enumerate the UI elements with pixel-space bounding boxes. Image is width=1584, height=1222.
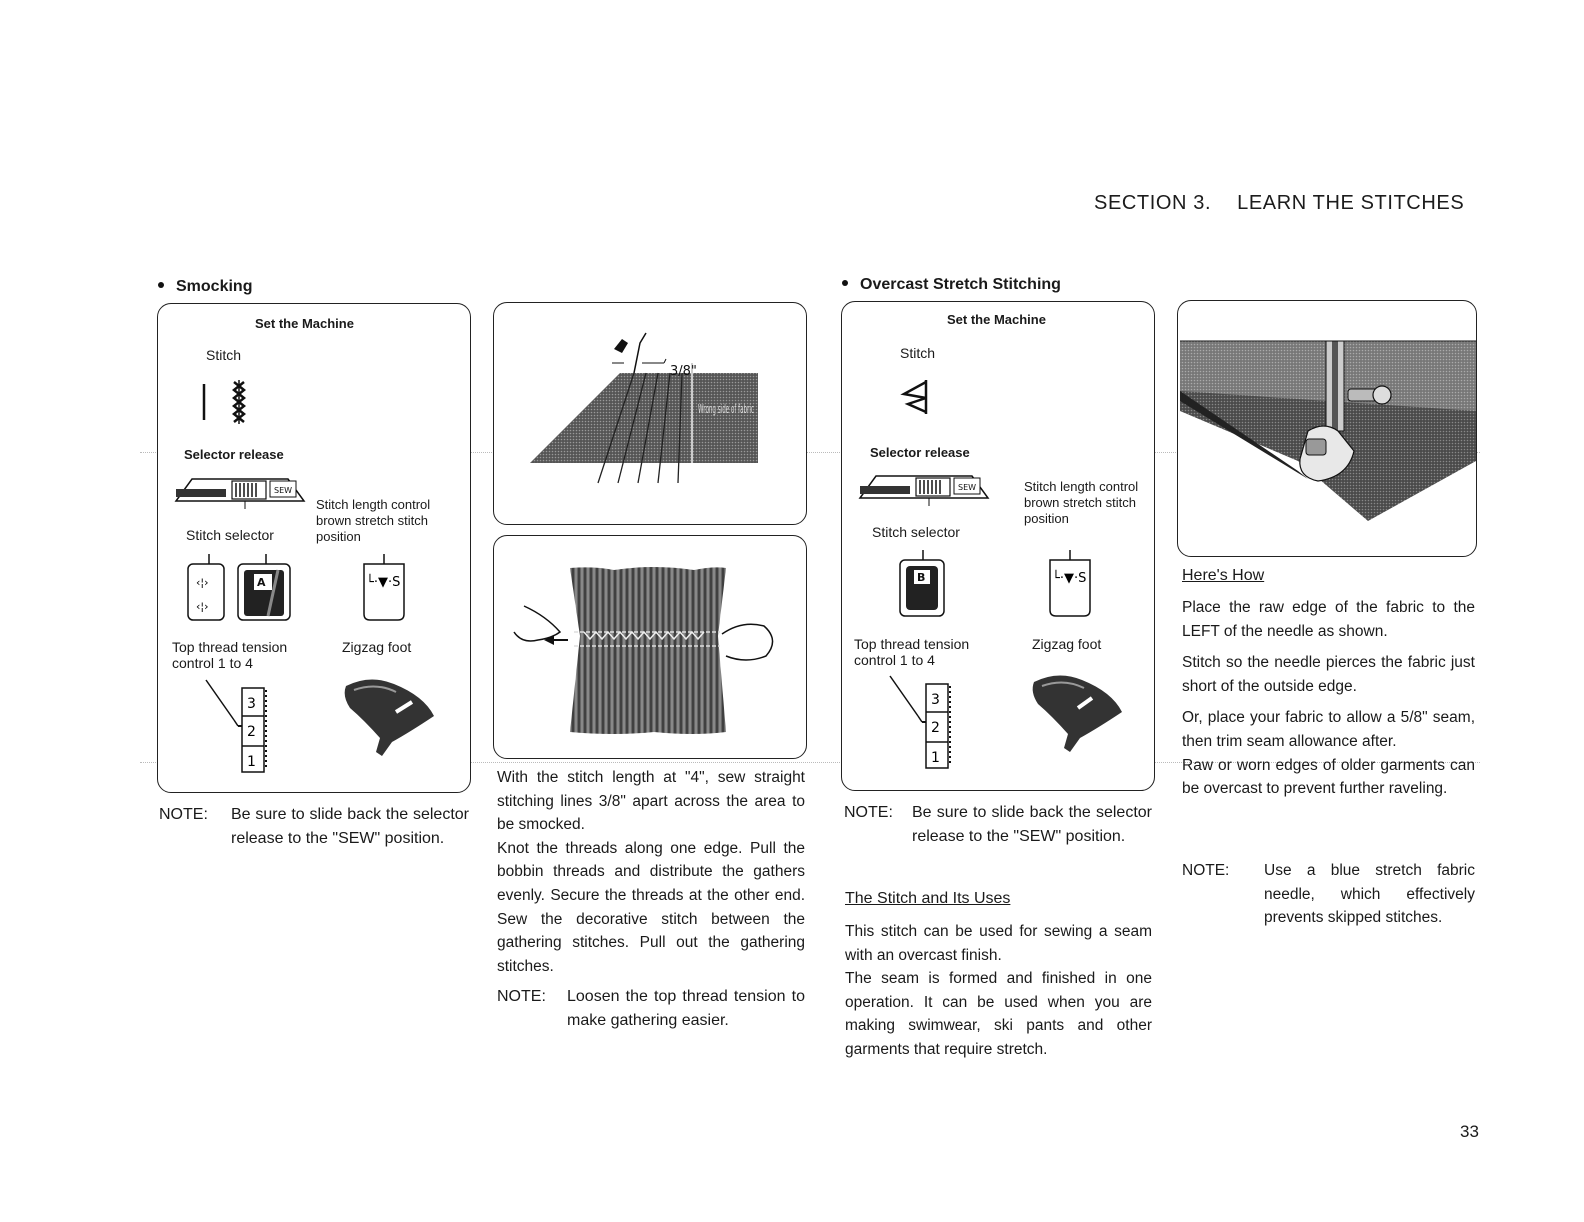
note-text: Be sure to slide back the selector release to the "SEW" position. xyxy=(912,804,1152,845)
dial-num-3: 3 xyxy=(931,692,940,708)
measure-label: 3/8" xyxy=(670,364,697,379)
how-note-label: NOTE: xyxy=(1182,862,1230,879)
smocking-instruction-2: Knot the threads along one edge. Pull the bobbin threads and distribute the gathers evenly. Secure the threads at the other end. Sew the decorative stitch between the gathering stitches. Pull out the gathering stitches. xyxy=(497,839,805,975)
smocking-note2 xyxy=(497,985,805,1033)
note-text: Be sure to slide back the selector release to the "SEW" position. xyxy=(231,806,469,847)
section-label: SECTION 3. xyxy=(1094,192,1212,214)
stitch-length-knob-icon xyxy=(356,552,426,622)
selector-release-label: Selector release xyxy=(184,447,284,462)
gathered-fabric-illustration xyxy=(494,536,807,759)
smocking-instruction-1: With the stitch length at "4", sew straight stitching lines 3/8" apart across the area to be smocked. xyxy=(497,769,805,834)
overcast-title-text: Overcast Stretch Stitching xyxy=(860,276,1061,293)
stitch-selector-icon xyxy=(184,552,294,622)
section-header xyxy=(1094,192,1464,215)
selector-letter: B xyxy=(917,571,926,584)
section-title: LEARN THE STITCHES xyxy=(1237,192,1465,214)
how-note-text: Use a blue stretch fabric needle, which effectively prevents skipped stitches. xyxy=(1264,862,1475,927)
note-label: NOTE: xyxy=(159,806,208,823)
top-thread-tension-label: Top thread tension control 1 to 4 xyxy=(854,636,970,668)
page-number: 33 xyxy=(1460,1122,1479,1141)
zigzag-foot-icon xyxy=(340,672,440,762)
selector-release-slider-icon xyxy=(854,466,994,506)
how-paragraph-3: Or, place your fabric to allow a 5/8" seam, then trim seam allowance after. xyxy=(1182,709,1475,750)
svg-text:└·▼·S: └·▼·S xyxy=(1052,571,1087,586)
selector-release-slider-icon xyxy=(170,469,310,509)
uses-heading: The Stitch and Its Uses xyxy=(845,890,1011,907)
how-note xyxy=(1182,859,1475,930)
overcast-title xyxy=(842,276,1061,294)
stitch-selector-label: Stitch selector xyxy=(186,527,274,543)
bullet-icon xyxy=(158,282,164,288)
smocking-instructions xyxy=(497,766,805,978)
dial-num-3: 3 xyxy=(247,696,256,712)
uses-paragraph-2: The seam is formed and finished in one operation. It can be used when you are making swimwear, ski pants and other garments that require stretch. xyxy=(845,970,1152,1058)
set-machine-title: Set the Machine xyxy=(255,316,354,331)
selector-release-label: Selector release xyxy=(870,445,970,460)
dial-num-2: 2 xyxy=(931,720,940,736)
how-paragraph-2: Stitch so the needle pierces the fabric just short of the outside edge. xyxy=(1182,654,1475,695)
stitch-length-knob-icon xyxy=(1042,548,1112,618)
stitch-length-control-label: Stitch length control brown stretch stitch position xyxy=(1024,479,1139,526)
tension-dial-icon xyxy=(882,672,962,772)
note2-label: NOTE: xyxy=(497,988,546,1005)
smocking-note xyxy=(159,803,469,851)
dial-num-2: 2 xyxy=(247,724,256,740)
overcast-note xyxy=(844,801,1152,849)
top-thread-tension-label: Top thread tension control 1 to 4 xyxy=(172,639,288,671)
sew-text: SEW xyxy=(958,483,977,492)
svg-text:└·▼·S: └·▼·S xyxy=(366,575,401,590)
smocking-settings-box xyxy=(157,303,471,793)
overcast-illustration xyxy=(1177,300,1477,557)
smocking-illustration-top xyxy=(493,302,807,525)
how-paragraph-4: Raw or worn edges of older garments can be overcast to prevent further raveling. xyxy=(1182,756,1475,798)
svg-text:‹¦›: ‹¦› xyxy=(196,576,209,589)
tension-dial-icon xyxy=(198,676,278,776)
how-paragraph-1: Place the raw edge of the fabric to the LEFT of the needle as shown. xyxy=(1182,599,1475,640)
smocking-illustration-bottom xyxy=(493,535,807,759)
overcast-settings-box xyxy=(841,301,1155,791)
smocking-title-text: Smocking xyxy=(176,278,253,295)
stitch-selector-label: Stitch selector xyxy=(872,524,960,540)
zigzag-foot-label: Zigzag foot xyxy=(1032,636,1102,652)
zigzag-foot-label: Zigzag foot xyxy=(342,639,412,655)
sew-text: SEW xyxy=(274,486,293,495)
stitch-length-control-label: Stitch length control brown stretch stitch position xyxy=(316,497,431,544)
uses-text xyxy=(845,920,1152,1062)
set-machine-title: Set the Machine xyxy=(947,312,1046,327)
note-label: NOTE: xyxy=(844,804,893,821)
how-heading: Here's How xyxy=(1182,567,1265,584)
zigzag-foot-icon xyxy=(1028,668,1128,758)
stitch-label: Stitch xyxy=(206,347,242,363)
stitch-label: Stitch xyxy=(900,345,936,361)
how-text xyxy=(1182,596,1475,801)
dial-num-1: 1 xyxy=(247,754,256,770)
stitch-selector-icon xyxy=(898,548,948,618)
svg-text:‹¦›: ‹¦› xyxy=(196,600,209,613)
note2-text: Loosen the top thread tension to make gathering easier. xyxy=(567,988,805,1029)
bullet-icon xyxy=(842,280,848,286)
uses-paragraph-1: This stitch can be used for sewing a seam with an overcast finish. xyxy=(845,923,1152,964)
overcast-stitch-icon xyxy=(898,378,938,418)
needle-fabric-illustration xyxy=(1178,301,1477,557)
dial-num-1: 1 xyxy=(931,750,940,766)
selector-letter: A xyxy=(257,576,266,589)
smocking-stitch-icon xyxy=(200,378,260,428)
fabric-side-label: Wrong side of fabric xyxy=(698,402,754,416)
smocking-title xyxy=(158,278,252,296)
fabric-stitching-illustration xyxy=(494,303,807,525)
